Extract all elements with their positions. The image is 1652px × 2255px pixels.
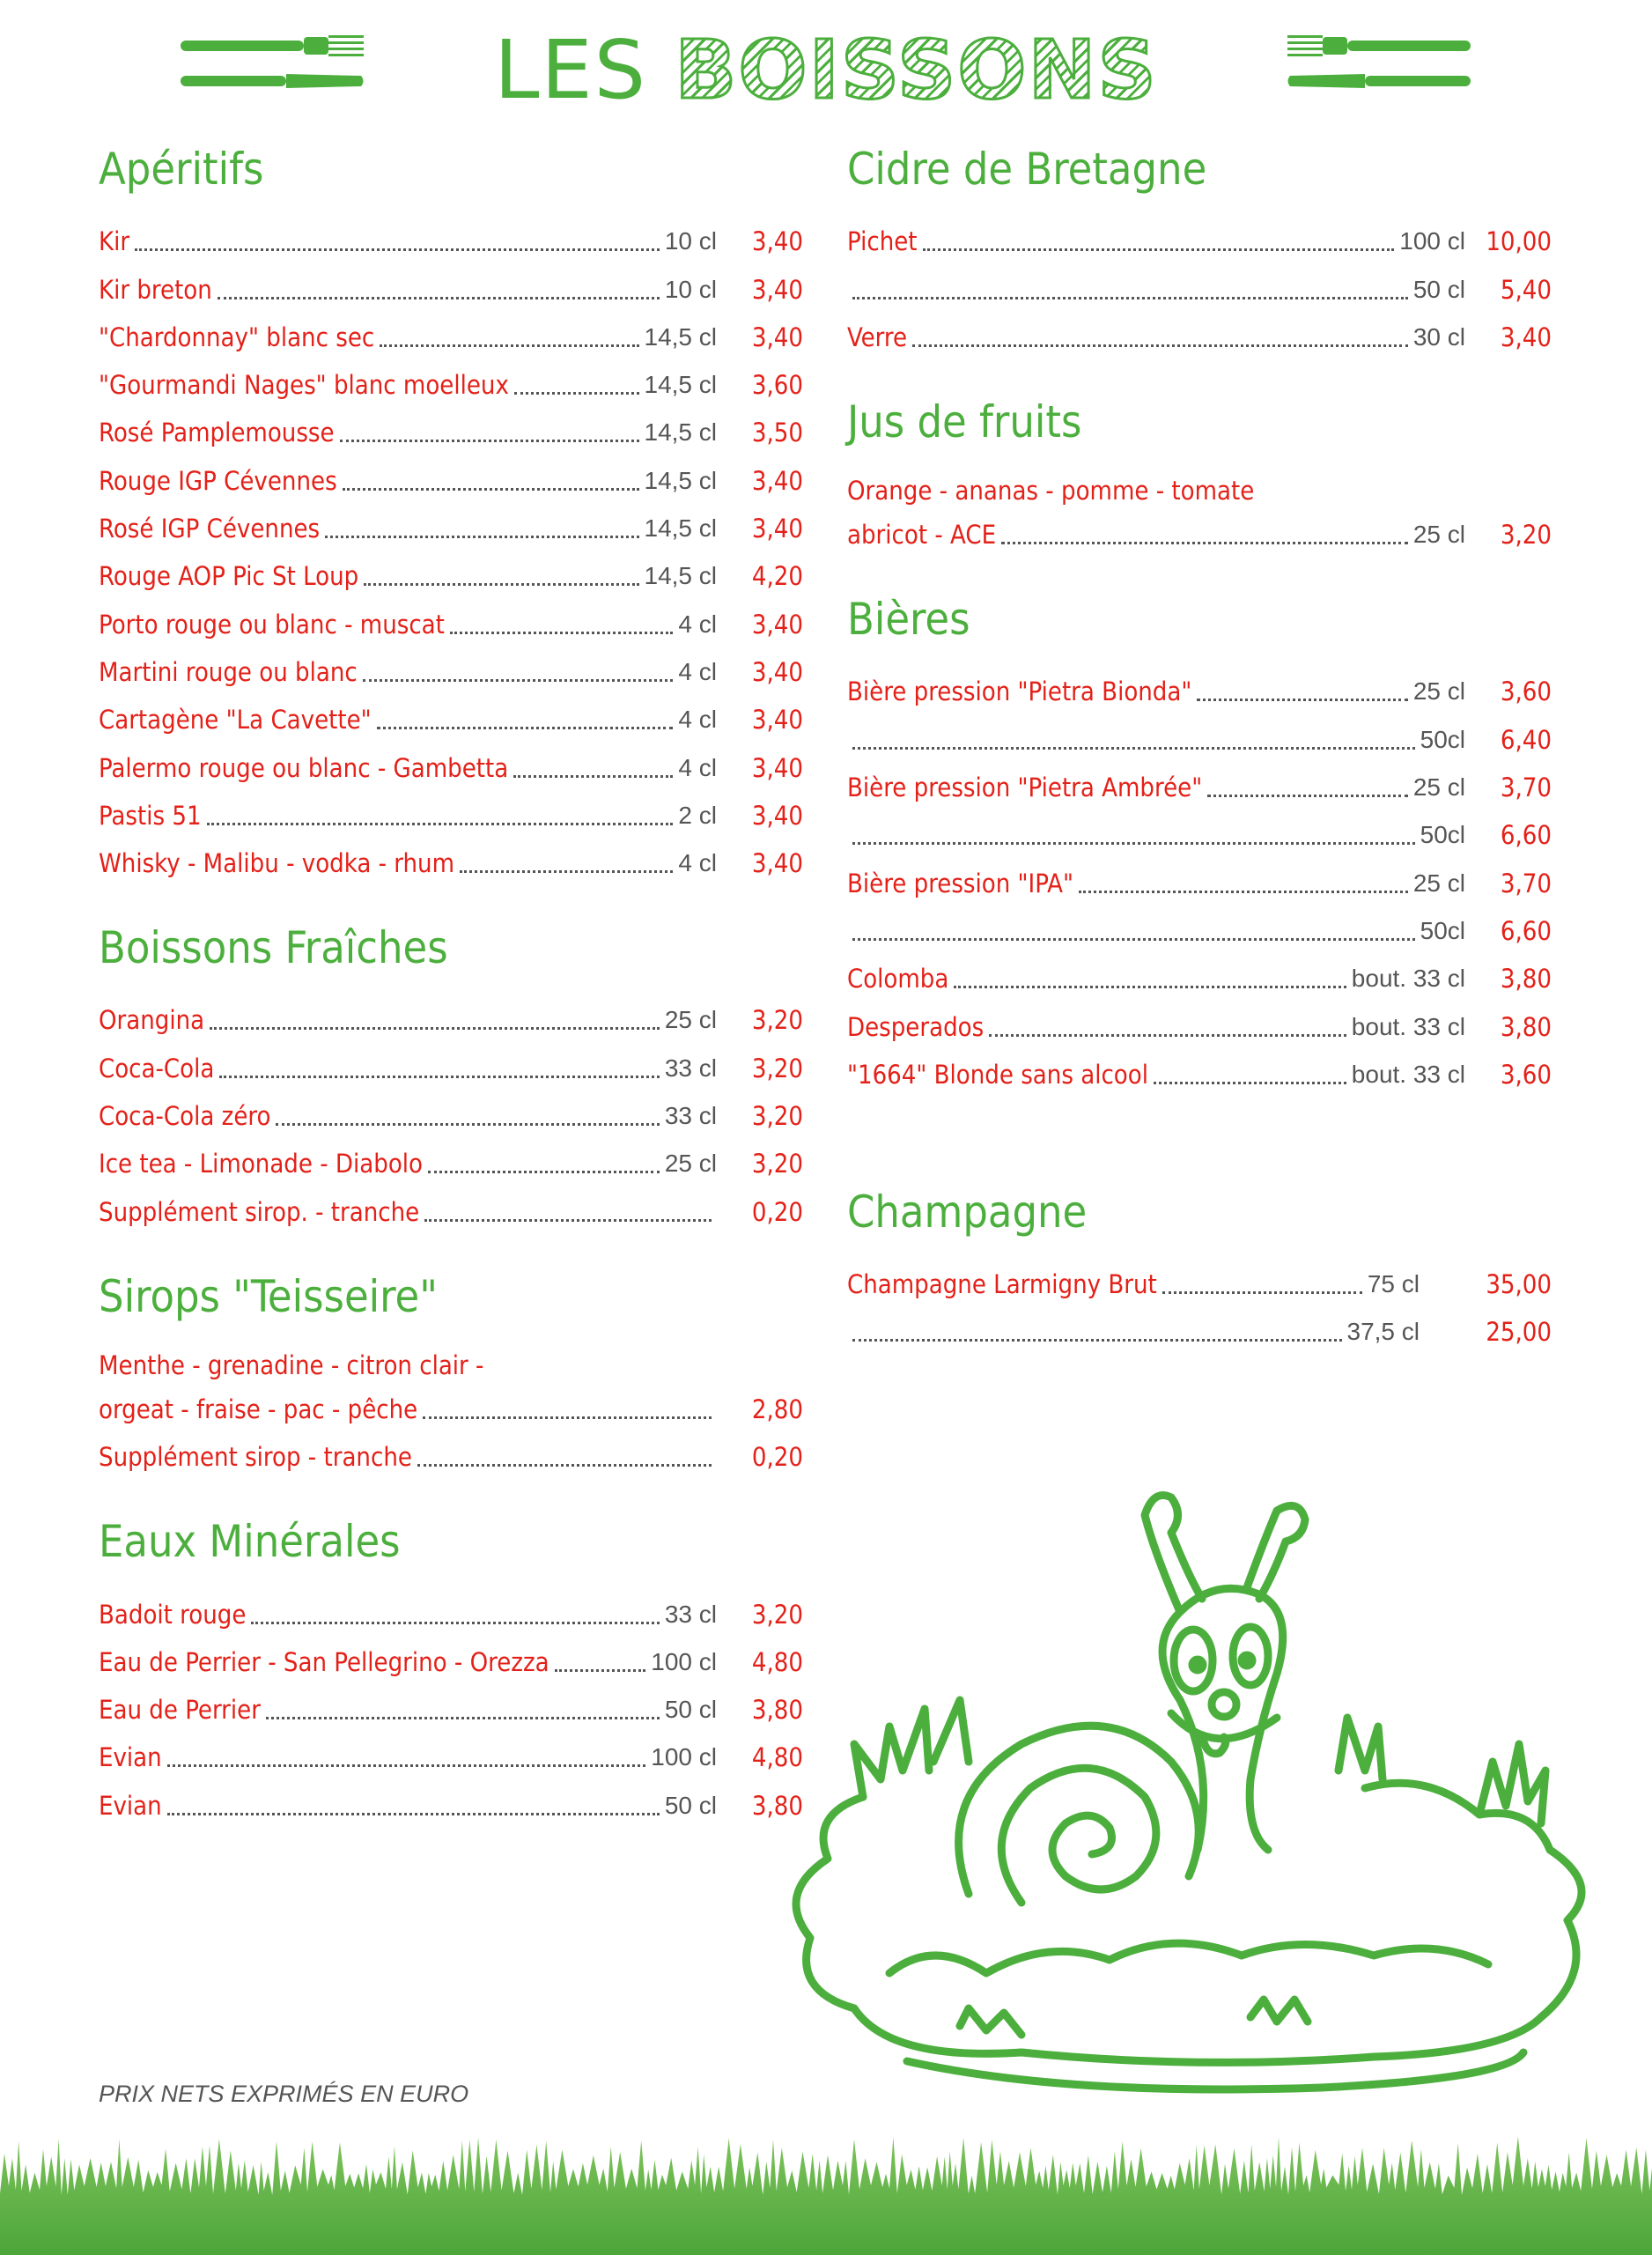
dot-leader [852, 747, 1415, 750]
dot-leader [923, 248, 1395, 251]
section-title: Cidre de Bretagne [847, 144, 1207, 195]
list-item [99, 1137, 803, 1185]
item-name: Champagne Larmigny Brut [847, 1269, 1157, 1300]
item-price: 3,70 [1500, 773, 1552, 803]
section-title: Jus de fruits [847, 396, 1082, 447]
item-name: orgeat - fraise - pac - pêche [99, 1394, 418, 1424]
list-item [99, 215, 803, 262]
dot-leader [1197, 699, 1407, 701]
menu-header [0, 0, 1652, 141]
item-price: 3,40 [751, 226, 803, 257]
dot-leader [852, 938, 1415, 941]
item-volume: 4 cl [678, 657, 717, 685]
list-item [99, 1636, 803, 1683]
item-price: 3,20 [751, 1599, 803, 1630]
item-list [847, 508, 1552, 556]
item-name: "1664" Blonde sans alcool [847, 1059, 1148, 1090]
list-item [99, 406, 803, 454]
item-name: Pichet [847, 226, 918, 257]
item-price: 3,80 [1500, 1011, 1552, 1042]
dot-leader [325, 536, 638, 538]
item-price: 4,80 [751, 1646, 803, 1677]
item-volume: 10 cl [664, 275, 717, 303]
item-name: Rouge AOP Pic St Loup [99, 561, 359, 592]
item-name: Desperados [847, 1011, 985, 1042]
item-volume: 50cl [1420, 916, 1465, 944]
dot-leader [424, 1219, 712, 1222]
item-price: 3,40 [751, 465, 803, 496]
list-item [847, 468, 1552, 508]
snail-illustration [757, 1480, 1629, 2096]
item-volume: bout. 33 cl [1351, 1012, 1465, 1040]
item-price: 3,80 [751, 1695, 803, 1726]
item-name: Menthe - grenadine - citron clair - [99, 1349, 484, 1380]
item-price: 3,40 [751, 274, 803, 305]
item-volume: bout. 33 cl [1351, 1060, 1465, 1088]
section-title: Sirops "Teisseire" [99, 1270, 438, 1322]
item-name: Colomba [847, 964, 949, 994]
section-title: Boissons Fraîches [99, 922, 448, 974]
item-volume: 14,5 cl [644, 418, 717, 447]
item-list [847, 665, 1552, 1096]
list-item [99, 1778, 803, 1826]
item-price: 2,80 [751, 1394, 803, 1424]
dot-leader [1079, 891, 1408, 893]
dot-leader [210, 1027, 660, 1030]
item-volume: 50 cl [664, 1696, 717, 1724]
item-volume: 25 cl [664, 1150, 717, 1178]
item-volume: 14,5 cl [644, 514, 717, 543]
item-name: Evian [99, 1742, 162, 1773]
item-price: 6,60 [1500, 915, 1552, 946]
list-item [99, 1342, 803, 1383]
list-item [847, 905, 1552, 952]
list-item [99, 994, 803, 1041]
section-jus-de-fruits [847, 394, 1552, 556]
section-bieres [847, 591, 1552, 1096]
list-item [847, 952, 1552, 1000]
item-list [847, 215, 1552, 359]
item-volume: 37,5 cl [1346, 1318, 1420, 1346]
section-champagne [847, 1184, 1552, 1354]
item-list [99, 994, 803, 1232]
title-part-les: LES [494, 23, 675, 117]
item-name: "Gourmandi Nages" blanc moelleux [99, 370, 509, 401]
dot-leader [852, 297, 1408, 299]
item-price: 3,40 [751, 656, 803, 687]
item-volume: 50cl [1420, 821, 1465, 849]
section-boissons-fraiches [99, 920, 803, 1232]
dot-leader [251, 1622, 659, 1624]
item-name: Bière pression "IPA" [847, 868, 1073, 898]
list-item [99, 1731, 803, 1778]
item-price: 3,20 [1500, 520, 1552, 551]
item-volume: 25 cl [664, 1006, 717, 1034]
dot-leader [167, 1813, 660, 1815]
section-title: Apéritifs [99, 144, 264, 195]
item-name: "Chardonnay" blanc sec [99, 322, 375, 352]
item-volume: 4 cl [678, 706, 717, 734]
item-list [847, 1258, 1552, 1354]
item-price: 3,60 [1500, 1059, 1552, 1090]
list-item [847, 1048, 1552, 1096]
item-name: Cartagène "La Cavette" [99, 705, 372, 736]
item-price: 3,60 [751, 370, 803, 401]
dot-leader [167, 1764, 646, 1767]
item-volume: 25 cl [1412, 773, 1465, 802]
right-column [847, 132, 1552, 1353]
item-price: 10,00 [1486, 226, 1552, 257]
item-name: Bière pression "Pietra Ambrée" [847, 773, 1203, 803]
item-volume: 100 cl [651, 1647, 717, 1675]
item-price: 3,50 [751, 418, 803, 448]
item-name: Pastis 51 [99, 800, 202, 831]
item-price: 6,40 [1500, 724, 1552, 755]
dot-leader [377, 727, 674, 729]
item-price: 3,40 [751, 800, 803, 831]
list-item [847, 262, 1552, 310]
item-volume: 30 cl [1412, 322, 1465, 351]
dot-leader [218, 297, 660, 299]
item-name: abricot - ACE [847, 520, 997, 551]
item-volume: 100 cl [1399, 227, 1465, 255]
item-name: Rouge IGP Cévennes [99, 465, 337, 496]
dot-leader [135, 248, 660, 251]
title-part-boissons: BOISSONS [675, 23, 1158, 117]
item-volume: bout. 33 cl [1351, 965, 1465, 993]
dot-leader [266, 1717, 660, 1719]
item-volume: 25 cl [1412, 521, 1465, 549]
item-price: 0,20 [751, 1442, 803, 1473]
item-name: Badoit rouge [99, 1599, 247, 1630]
item-volume: 50 cl [1412, 275, 1465, 303]
dot-leader [1154, 1082, 1346, 1084]
list-item [99, 1185, 803, 1232]
item-name: Palermo rouge ou blanc - Gambetta [99, 752, 509, 783]
item-volume: 100 cl [651, 1743, 717, 1771]
section-title: Bières [847, 594, 970, 646]
section-eaux-minerales [99, 1513, 803, 1826]
item-name: Evian [99, 1790, 162, 1821]
item-price: 3,20 [751, 1101, 803, 1132]
list-item [99, 597, 803, 645]
item-price: 3,40 [751, 752, 803, 783]
section-sirops [99, 1268, 803, 1479]
item-list [99, 215, 803, 884]
list-item [99, 359, 803, 406]
dot-leader [450, 632, 674, 634]
list-item [99, 741, 803, 788]
list-item [847, 508, 1552, 556]
item-name: Eau de Perrier - San Pellegrino - Orezza [99, 1646, 549, 1677]
dot-leader [417, 1464, 712, 1467]
list-item [99, 311, 803, 359]
item-price: 3,40 [1500, 322, 1552, 352]
left-column [99, 132, 803, 1827]
section-cidre [847, 141, 1552, 359]
item-name: Orange - ananas - pomme - tomate [847, 475, 1255, 506]
dot-leader [954, 986, 1346, 988]
list-item [99, 837, 803, 884]
dot-leader [460, 870, 673, 873]
list-item [847, 665, 1552, 713]
item-name: Ice tea - Limonade - Diabolo [99, 1149, 423, 1179]
item-volume: 25 cl [1412, 869, 1465, 897]
item-name: Coca-Cola zéro [99, 1101, 271, 1132]
item-price: 5,40 [1500, 274, 1552, 305]
item-name: Verre [847, 322, 907, 352]
section-aperitifs [99, 141, 803, 884]
item-name: Kir [99, 226, 130, 257]
item-volume: 4 cl [678, 753, 717, 781]
item-price: 25,00 [1486, 1317, 1552, 1348]
item-volume: 4 cl [678, 849, 717, 877]
item-name: Eau de Perrier [99, 1695, 261, 1726]
dot-leader [380, 344, 638, 347]
item-list [99, 1383, 803, 1479]
dot-leader [912, 344, 1408, 347]
dot-leader [852, 842, 1415, 845]
list-item [847, 215, 1552, 262]
item-name: Whisky - Malibu - vodka - rhum [99, 848, 455, 879]
list-item [99, 502, 803, 550]
item-name: Supplément sirop - tranche [99, 1442, 412, 1473]
list-item [847, 761, 1552, 809]
item-price: 3,20 [751, 1053, 803, 1083]
item-volume: 50cl [1420, 725, 1465, 753]
item-price: 4,80 [751, 1742, 803, 1773]
list-item [847, 1000, 1552, 1047]
list-item [847, 311, 1552, 359]
dot-leader [276, 1123, 659, 1126]
item-price: 3,40 [751, 609, 803, 640]
dot-leader [852, 1339, 1342, 1342]
item-price: 6,60 [1500, 820, 1552, 851]
list-item [99, 550, 803, 597]
dot-leader [343, 488, 639, 491]
dot-leader [428, 1171, 660, 1173]
item-volume: 33 cl [664, 1600, 717, 1628]
list-item [99, 1090, 803, 1137]
item-price: 3,40 [751, 705, 803, 736]
dot-leader [989, 1034, 1346, 1037]
item-name: Orangina [99, 1005, 205, 1036]
item-price: 3,80 [1500, 964, 1552, 994]
item-price: 3,20 [751, 1005, 803, 1036]
item-volume: 10 cl [664, 227, 717, 255]
dot-leader [207, 823, 674, 825]
list-item [99, 454, 803, 501]
item-volume: 14,5 cl [644, 322, 717, 351]
item-price: 0,20 [751, 1196, 803, 1227]
list-item [847, 856, 1552, 904]
item-price: 3,40 [751, 322, 803, 352]
item-price: 3,60 [1500, 676, 1552, 707]
dot-leader [219, 1076, 659, 1078]
item-name: Supplément sirop. - tranche [99, 1196, 420, 1227]
list-item [847, 1305, 1552, 1353]
list-item [99, 1431, 803, 1478]
section-title: Champagne [847, 1186, 1088, 1238]
item-volume: 14,5 cl [644, 562, 717, 590]
item-volume: 75 cl [1367, 1270, 1420, 1298]
item-volume: 14,5 cl [644, 371, 717, 399]
item-price: 3,40 [751, 514, 803, 544]
list-item [99, 262, 803, 310]
item-price: 3,80 [751, 1790, 803, 1821]
dot-leader [555, 1669, 646, 1672]
list-item [99, 646, 803, 693]
list-item [847, 1258, 1552, 1305]
item-volume: 2 cl [678, 801, 717, 829]
fork-knife-icon [1286, 25, 1471, 104]
item-price: 4,20 [751, 561, 803, 592]
item-price: 3,70 [1500, 868, 1552, 898]
list-item [847, 713, 1552, 760]
dot-leader [1162, 1291, 1362, 1294]
list-item [99, 693, 803, 741]
item-volume: 25 cl [1412, 677, 1465, 706]
item-name: Kir breton [99, 274, 212, 305]
item-price: 35,00 [1486, 1269, 1552, 1300]
item-volume: 33 cl [664, 1054, 717, 1082]
list-item [847, 809, 1552, 856]
grass-border [0, 2132, 1652, 2255]
dot-leader [363, 679, 674, 682]
dot-leader [1001, 542, 1408, 544]
section-title: Eaux Minérales [99, 1516, 401, 1568]
dot-leader [423, 1416, 712, 1419]
item-name: Bière pression "Pietra Bionda" [847, 676, 1192, 707]
list-item [99, 1041, 803, 1089]
dot-leader [1207, 795, 1408, 797]
item-volume: 50 cl [664, 1791, 717, 1819]
item-list [99, 1587, 803, 1826]
dot-leader [514, 392, 639, 395]
item-price: 3,20 [751, 1149, 803, 1179]
item-name: Rosé IGP Cévennes [99, 514, 321, 544]
footer-note: PRIX NETS EXPRIMÉS EN EURO [99, 2081, 469, 2107]
item-price: 3,40 [751, 848, 803, 879]
item-name: Coca-Cola [99, 1053, 215, 1083]
item-name: Rosé Pamplemousse [99, 418, 335, 448]
list-item [99, 789, 803, 837]
item-name: Martini rouge ou blanc [99, 656, 358, 687]
dot-leader [513, 775, 673, 778]
list-item [99, 1383, 803, 1431]
item-volume: 14,5 cl [644, 466, 717, 494]
list-item [99, 1683, 803, 1731]
list-item [99, 1587, 803, 1635]
dot-leader [364, 583, 638, 586]
item-volume: 4 cl [678, 610, 717, 638]
dot-leader [340, 440, 639, 442]
item-volume: 33 cl [664, 1102, 717, 1130]
item-name: Porto rouge ou blanc - muscat [99, 609, 445, 640]
